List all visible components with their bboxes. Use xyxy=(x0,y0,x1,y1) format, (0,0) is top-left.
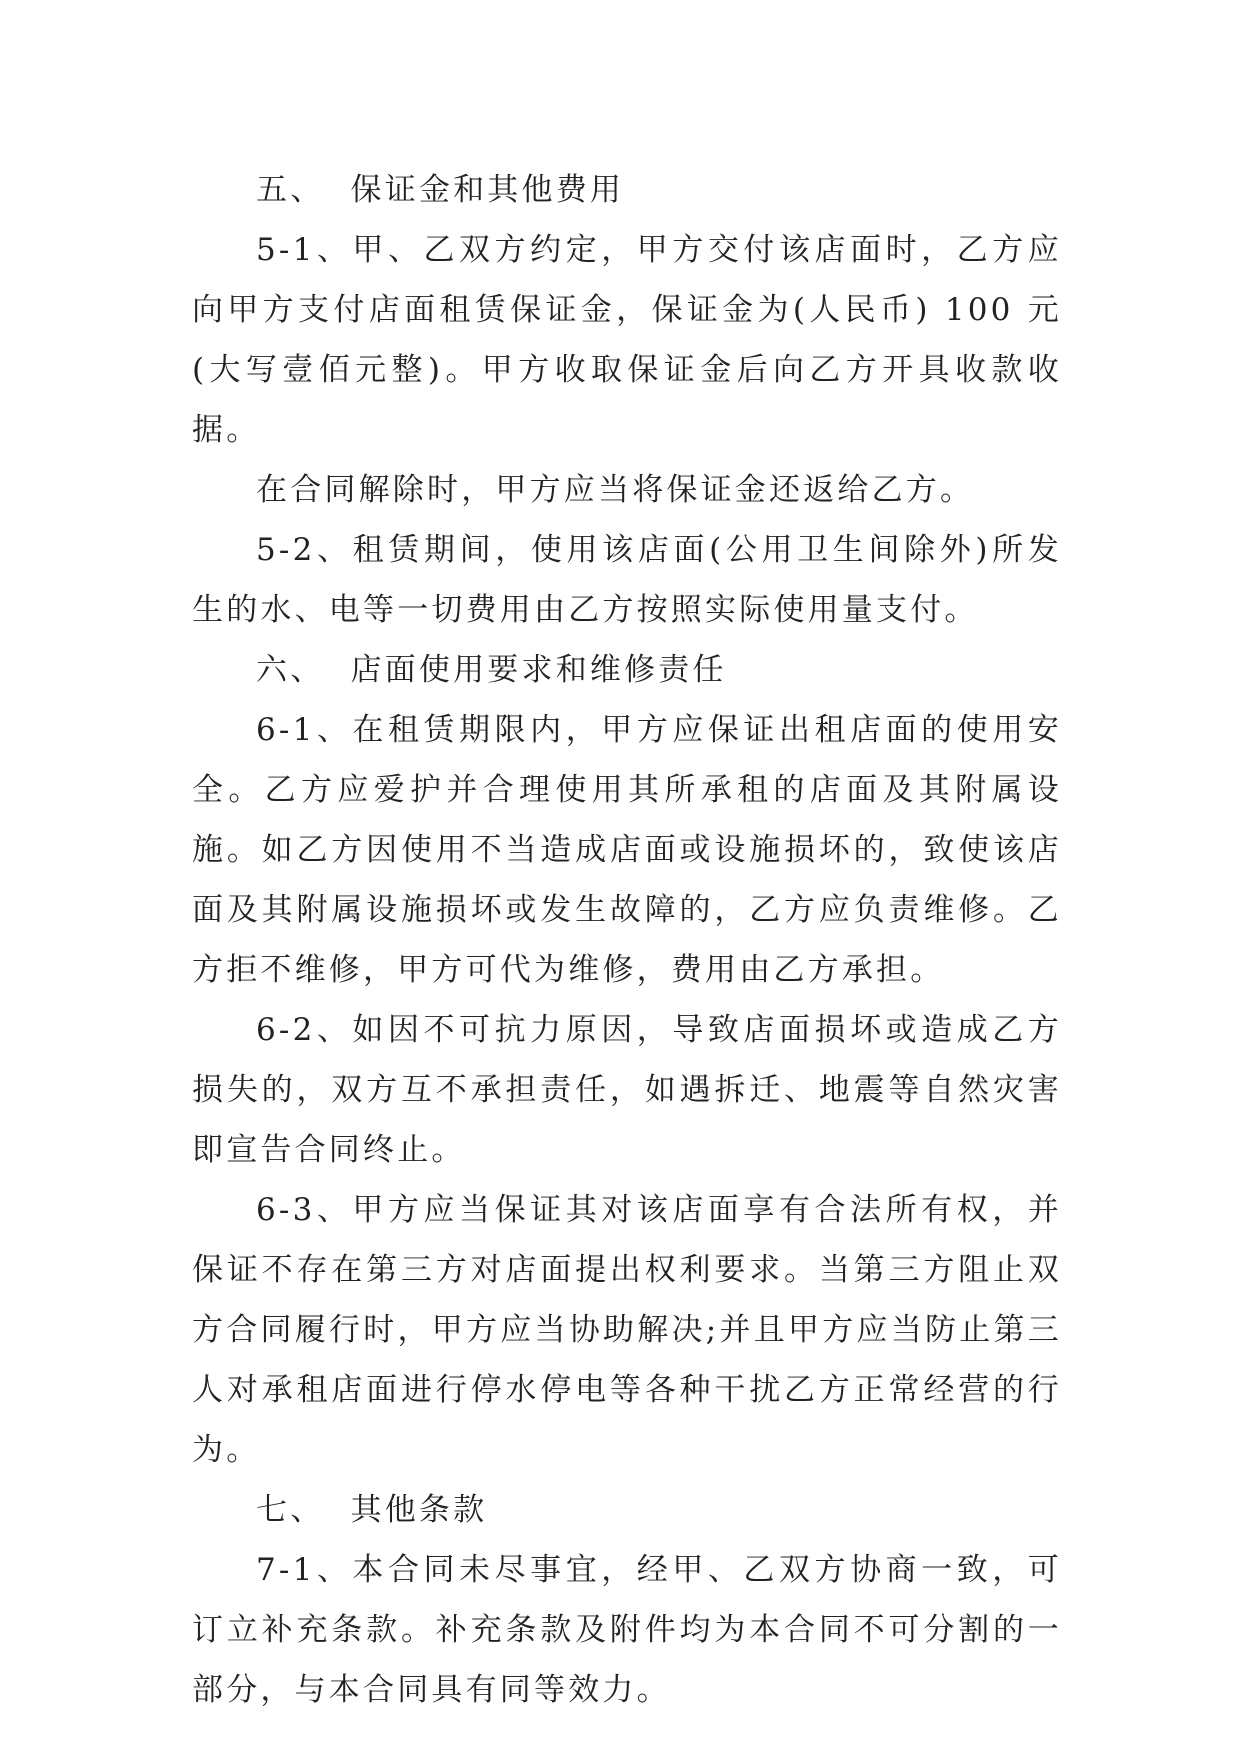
document-body xyxy=(192,160,1062,1720)
clause-7-1: 7-1、本合同未尽事宜，经甲、乙双方协商一致，可订立补充条款。补充条款及附件均为本合同不可分割的一部分，与本合同具有同等效力。 xyxy=(192,1552,1062,1708)
section-6-heading: 六、 店面使用要求和维修责任 xyxy=(256,652,727,688)
clause-6-2: 6-2、如因不可抗力原因，导致店面损坏或造成乙方损失的，双方互不承担责任，如遇拆迁、地震等自然灾害即宣告合同终止。 xyxy=(192,1012,1062,1168)
clause-5-1: 5-1、甲、乙双方约定，甲方交付该店面时，乙方应向甲方支付店面租赁保证金，保证金为(人民币) 100 元(大写壹佰元整)。甲方收取保证金后向乙方开具收款收据。 xyxy=(192,232,1062,448)
clause-5-1-continuation: 在合同解除时，甲方应当将保证金还返给乙方。 xyxy=(256,472,975,508)
clause-6-3: 6-3、甲方应当保证其对该店面享有合法所有权，并保证不存在第三方对店面提出权利要求。当第三方阻止双方合同履行时，甲方应当协助解决;并且甲方应当防止第三人对承租店面进行停水停电等各种干扰乙方正常经营的行为。 xyxy=(192,1192,1062,1468)
section-7-heading: 七、 其他条款 xyxy=(256,1492,488,1528)
clause-6-1: 6-1、在租赁期限内，甲方应保证出租店面的使用安全。乙方应爱护并合理使用其所承租的店面及其附属设施。如乙方因使用不当造成店面或设施损坏的，致使该店面及其附属设施损坏或发生故障的，乙方应负责维修。乙方拒不维修，甲方可代为维修，费用由乙方承担。 xyxy=(192,712,1062,988)
section-5-heading: 五、 保证金和其他费用 xyxy=(256,172,625,208)
clause-5-2: 5-2、租赁期间，使用该店面(公用卫生间除外)所发生的水、电等一切费用由乙方按照实际使用量支付。 xyxy=(192,532,1062,628)
